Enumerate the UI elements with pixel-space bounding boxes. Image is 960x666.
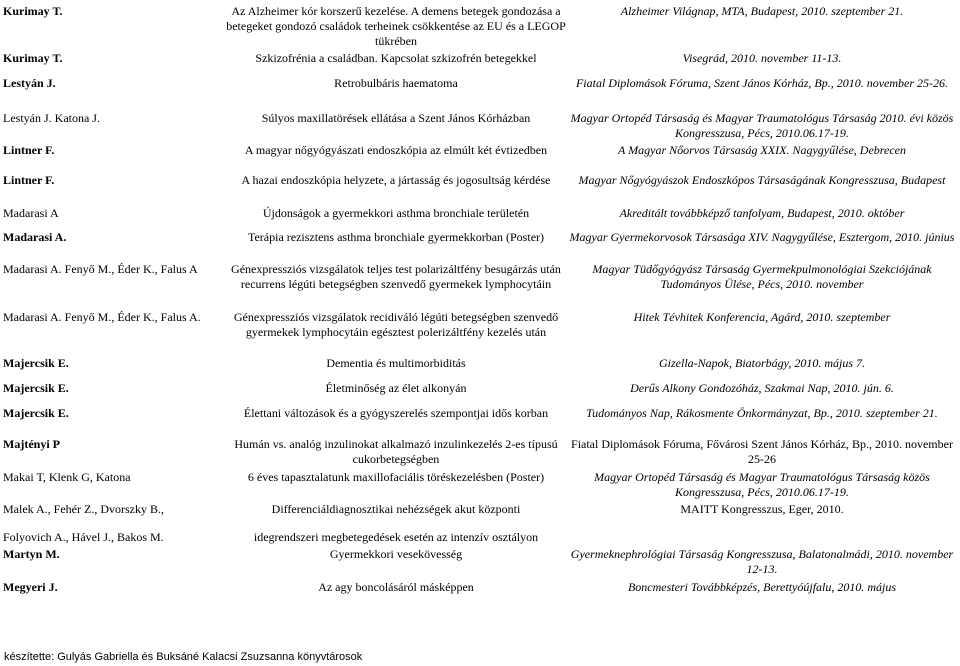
authors-cell: Lestyán J.: [3, 76, 56, 90]
authors-cell: Martyn M.: [3, 547, 60, 561]
authors-cell: Majercsik E.: [3, 356, 69, 370]
venue-cell: Magyar Nőgyógyászok Endoszkópos Társaságának Kongresszusa, Budapest: [578, 173, 946, 187]
authors-cell: Madarasi A.: [3, 230, 67, 244]
title-cell: A magyar nőgyógyászati endoszkópia az elmúlt két évtizedben: [244, 143, 548, 157]
venue-cell: Hitek Tévhitek Konferencia, Agárd, 2010. szeptember: [633, 310, 891, 324]
title-cell: Élettani változások és a gyógyszerelés szempontjai idős korban: [243, 406, 549, 420]
title-cell: A hazai endoszkópia helyzete, a jártasság és jogosultság kérdése: [241, 173, 551, 187]
venue-cell: Magyar Tüdőgyógyász Társaság Gyermekpulmonológiai Szekciójának Tudományos Ülése, Pécs, 2010. november: [592, 262, 932, 291]
authors-cell: Majtényi P: [3, 437, 60, 451]
title-cell: Szkizofrénia a családban. Kapcsolat szkizofrén betegekkel: [255, 51, 537, 65]
venue-cell: Derűs Alkony Gondozóház, Szakmai Nap, 2010. jún. 6.: [630, 381, 894, 395]
title-cell: Retrobulbáris haematoma: [334, 76, 458, 90]
authors-cell: Megyeri J.: [3, 580, 58, 594]
footer-credit: készítette: Gulyás Gabriella és Buksáné Kalacsi Zsuzsanna könyvtárosok: [4, 651, 363, 663]
title-cell: Újdonságok a gyermekkori asthma bronchiale területén: [262, 206, 530, 220]
venue-cell: Tudományos Nap, Rákosmente Önkormányzat, Bp., 2010. szeptember 21.: [586, 406, 938, 420]
title-cell: Génexpressziós vizsgálatok teljes test polarizáltfény besugárzás után recurrens légúti betegségben szenvedő gyermekek lymphocytáin: [231, 262, 561, 291]
title-cell: Életminőség az élet alkonyán: [325, 381, 467, 395]
venue-cell: Gizella-Napok, Biatorbágy, 2010. május 7.: [659, 356, 865, 370]
venue-cell: Visegrád, 2010. november 11-13.: [682, 51, 842, 65]
venue-cell: Magyar Gyermekorvosok Társasága XIV. Nagygyűlése, Esztergom, 2010. június: [569, 230, 955, 244]
authors-cell: Malek A., Fehér Z., Dvorszky B.,: [3, 502, 164, 516]
venue-cell: Akreditált továbbképző tanfolyam, Budapest, 2010. október: [619, 206, 905, 220]
venue-cell: Magyar Ortopéd Társaság és Magyar Traumatológus Társaság közös Kongresszusa, Pécs, 2010.06.17-19.: [594, 470, 930, 499]
title-cell: Differenciáldiagnosztikai nehézségek akut központi: [271, 502, 521, 516]
venue-cell: Magyar Ortopéd Társaság és Magyar Traumatológus Társaság 2010. évi közös Kongresszusa, Pécs, 2010.06.17-19.: [570, 111, 954, 140]
authors-cell: Kurimay T.: [3, 4, 63, 18]
venue-cell: Fiatal Diplomások Fóruma, Szent János Kórház, Bp., 2010. november 25-26.: [575, 76, 949, 90]
venue-cell: MAITT Kongresszus, Eger, 2010.: [680, 502, 844, 516]
title-cell: 6 éves tapasztalatunk maxillofaciális töréskezelésben (Poster): [247, 470, 545, 484]
title-cell: Terápia rezisztens asthma bronchiale gyermekkorban (Poster): [247, 230, 545, 244]
authors-cell: Madarasi A: [3, 206, 59, 220]
venue-cell: Gyermeknephrológiai Társaság Kongresszusa, Balatonalmádi, 2010. november 12-13.: [570, 547, 954, 576]
title-cell: Az Alzheimer kór korszerű kezelése. A demens betegek gondozása a betegeket gondozó családok terheinek csökkentése az EU és a LEGOP tükrében: [226, 4, 566, 48]
authors-cell: Majercsik E.: [3, 381, 69, 395]
authors-cell: Majercsik E.: [3, 406, 69, 420]
title-cell: idegrendszeri megbetegedések esetén az intenzív osztályon: [253, 530, 539, 544]
authors-cell: Folyovich A., Hável J., Bakos M.: [3, 530, 164, 544]
title-cell: Dementia és multimorbiditás: [326, 356, 466, 370]
title-cell: Súlyos maxillatörések ellátása a Szent János Kórházban: [261, 111, 531, 125]
authors-cell: Madarasi A. Fenyő M., Éder K., Falus A: [3, 262, 198, 276]
authors-cell: Lintner F.: [3, 173, 55, 187]
authors-cell: Madarasi A. Fenyő M., Éder K., Falus A.: [3, 310, 201, 324]
authors-cell: Kurimay T.: [3, 51, 63, 65]
venue-cell: A Magyar Nőorvos Társaság XXIX. Nagygyűlése, Debrecen: [618, 143, 906, 157]
venue-cell: Fiatal Diplomások Fóruma, Fővárosi Szent János Kórház, Bp., 2010. november 25-26: [571, 437, 953, 466]
title-cell: Gyermekkori vesekövesség: [329, 547, 463, 561]
authors-cell: Makai T, Klenk G, Katona: [3, 470, 131, 484]
venue-cell: Alzheimer Világnap, MTA, Budapest, 2010. szeptember 21.: [620, 4, 904, 18]
title-cell: Génexpressziós vizsgálatok recidiváló légúti betegségben szenvedő gyermekek lymphocytáin egésztest polerizáltfény kezelés után: [233, 310, 559, 339]
venue-cell: Boncmesteri Továbbképzés, Berettyóújfalu, 2010. május: [627, 580, 897, 594]
title-cell: Humán vs. analóg inzulinokat alkalmazó inzulinkezelés 2-es típusú cukorbetegségben: [234, 437, 558, 466]
authors-cell: Lintner F.: [3, 143, 55, 157]
title-cell: Az agy boncolásáról másképpen: [318, 580, 474, 594]
authors-cell: Lestyán J. Katona J.: [3, 111, 100, 125]
